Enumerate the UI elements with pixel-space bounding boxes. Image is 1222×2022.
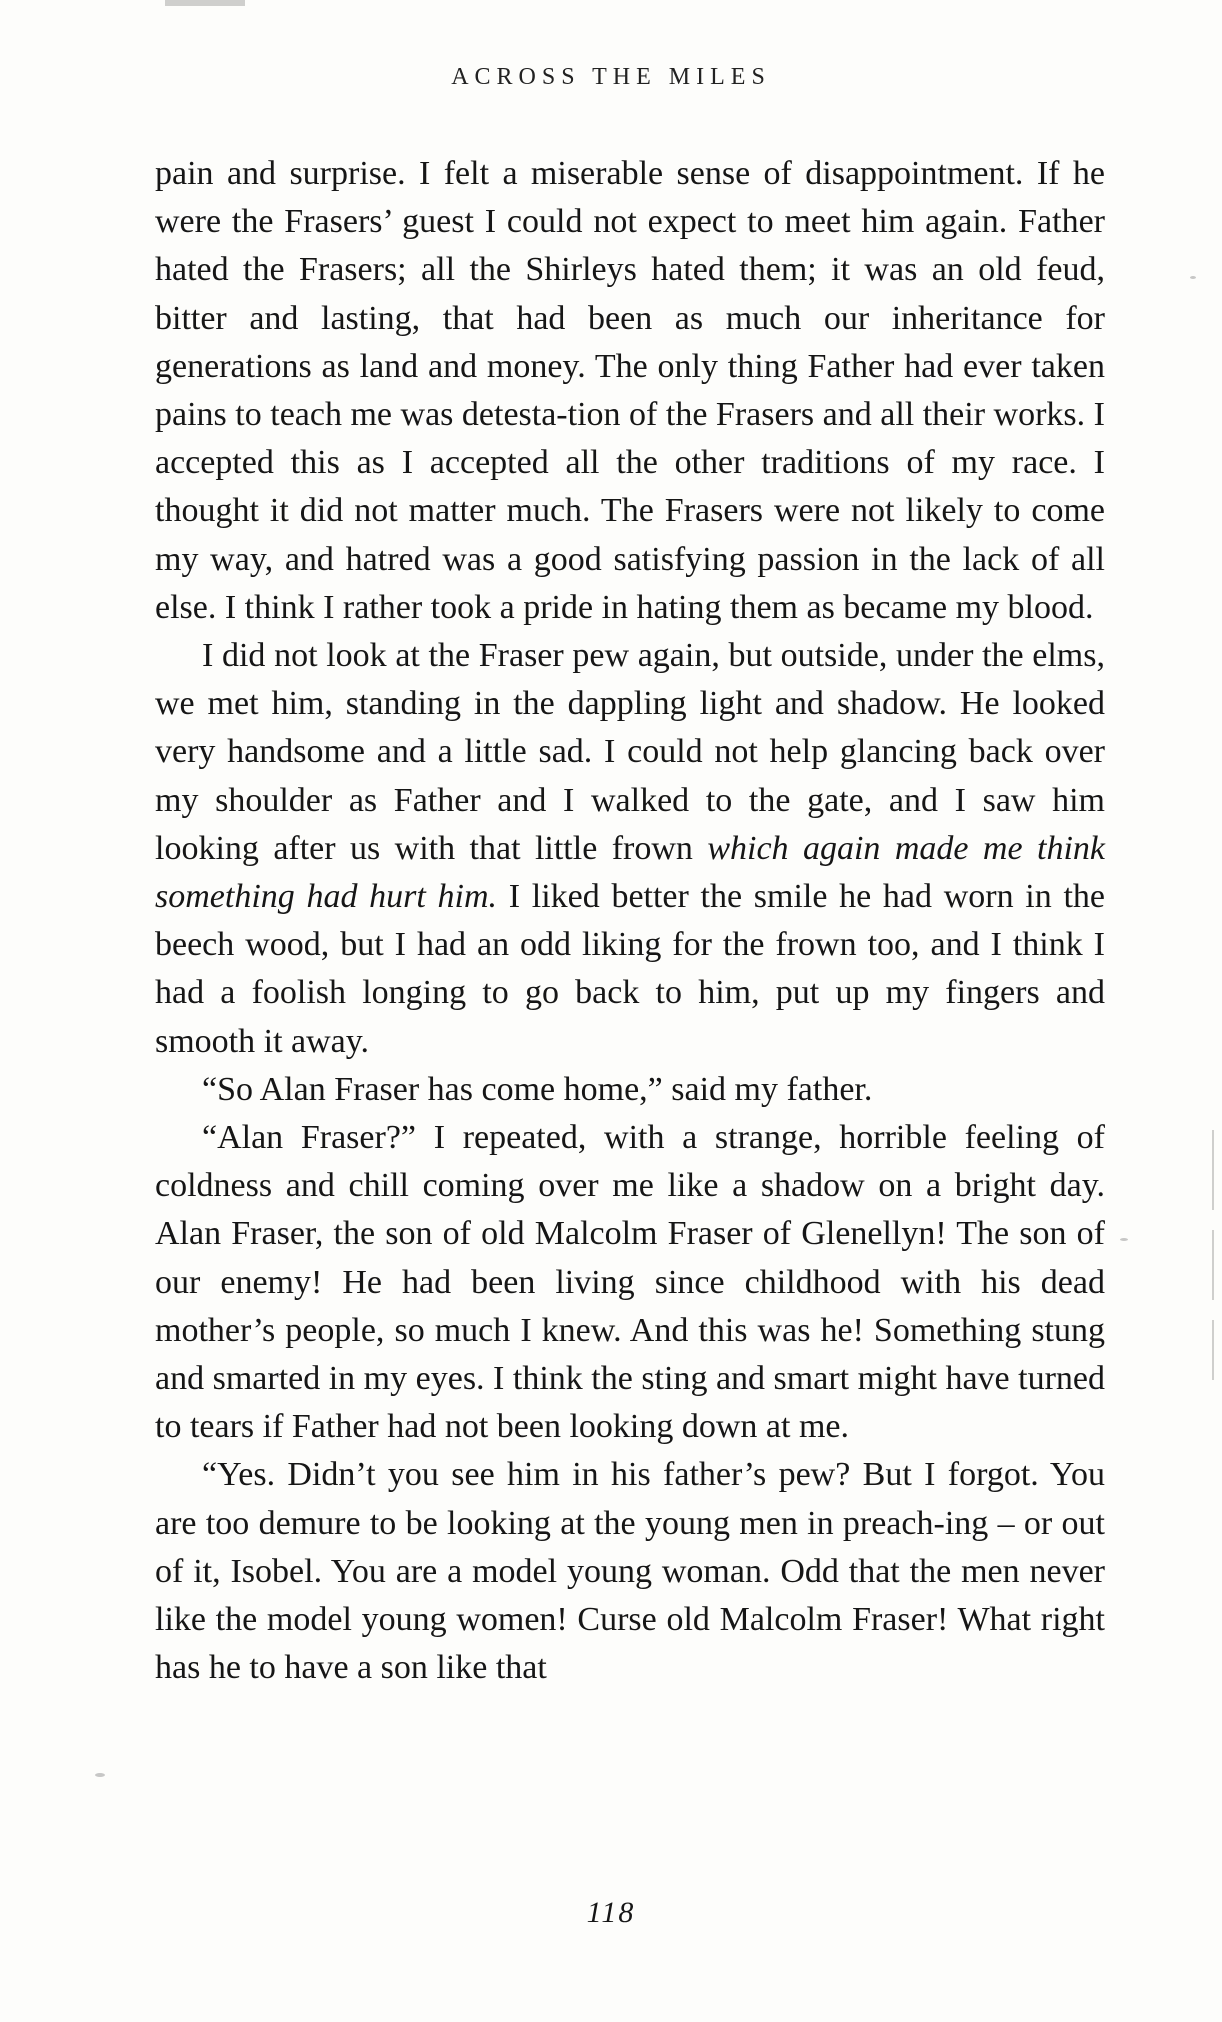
scan-artifact (165, 0, 245, 6)
paragraph (155, 1451, 1105, 1692)
paragraph (155, 1066, 1105, 1114)
text-run: pain and surprise. I felt a miserable sense of disappointment. If he were the Frasers’ guest I could not expect to meet him again. Father hated the Frasers; all the Shirleys hated them; it was an old feud, bitter and lasting, that had been as much our inheritance for generations as land and money. The only thing Father had ever taken pains to teach me was detesta-tion of the Frasers and all their works. I accepted this as I accepted all the other traditions of my race. I thought it did not matter much. The Frasers were not likely to come my way, and hatred was a good satisfying passion in the lack of all else. I think I rather took a pride in hating them as became my blood. (155, 155, 1105, 626)
paragraph (155, 150, 1105, 632)
text-run: I liked better the smile he had worn in the beech wood, but I had an odd liking for the frown too, and I think I had a foolish longing to go back to him, put up my fingers and smooth it away. (155, 878, 1105, 1060)
scan-artifact (1120, 1238, 1128, 1241)
text-run: “Yes. Didn’t you see him in his father’s pew? But I forgot. You are too demure to be looking at the young men in preach-ing – or out of it, Isobel. You are a model young woman. Odd that the men never like the model young women! Curse old Malcolm Fraser! What right has he to have a son like that (155, 1456, 1105, 1687)
text-run: I did not look at the Fraser pew again, but outside, under the elms, we met him, standing in the dappling light and shadow. He looked very handsome and a little sad. I could not help glancing back over my shoulder as Father and I walked to the gate, and I saw him looking after us with that little frown (155, 637, 1105, 867)
scan-artifact (95, 1773, 105, 1777)
text-run: “Alan Fraser?” I repeated, with a strange, horrible feeling of coldness and chill coming over me like a shadow on a bright day. Alan Fraser, the son of old Malcolm Fraser of Glenellyn! The son of our enemy! He had been living since childhood with his dead mother’s people, so much I knew. And this was he! Something stung and smarted in my eyes. I think the sting and smart might have turned to tears if Father had not been looking down at me. (155, 1119, 1105, 1446)
paragraph (155, 632, 1105, 1066)
scan-artifact (1190, 276, 1196, 279)
paragraph (155, 1114, 1105, 1451)
body-text (155, 150, 1105, 1693)
running-head: ACROSS THE MILES (451, 64, 771, 90)
italic-text: which again made me think something had hurt him. (155, 829, 1105, 916)
text-run: “So Alan Fraser has come home,” said my father. (202, 1070, 873, 1108)
page-number: 118 (586, 1896, 636, 1929)
scan-artifact (1212, 1230, 1214, 1300)
scan-artifact (1212, 1320, 1214, 1380)
scan-artifact (1212, 1130, 1214, 1210)
